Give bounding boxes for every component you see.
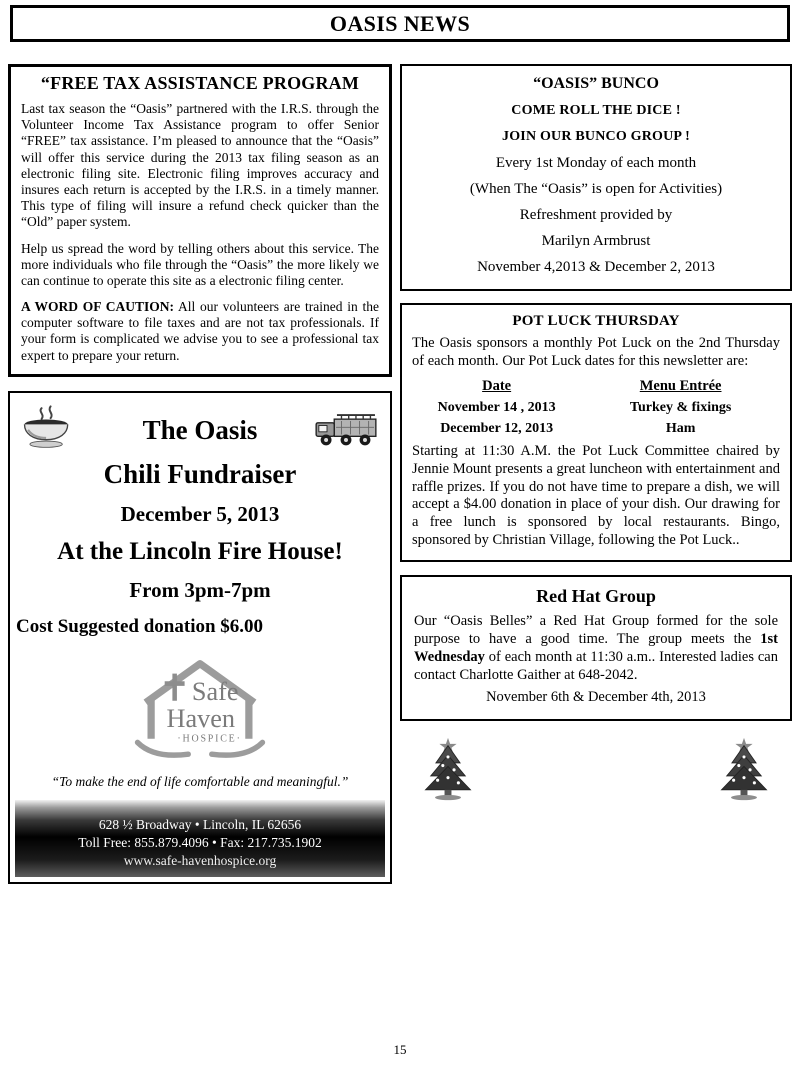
bunco-dates: November 4,2013 & December 2, 2013 xyxy=(477,259,715,275)
pot-luck-menu-cell: Ham xyxy=(665,421,696,437)
chili-title-line1: The Oasis xyxy=(142,415,258,446)
red-hat-body xyxy=(414,612,778,685)
christmas-tree-icon xyxy=(718,737,770,806)
pot-luck-date-cell: December 12, 2013 xyxy=(440,421,554,437)
red-hat-title: Red Hat Group xyxy=(536,585,656,606)
right-column xyxy=(400,64,792,806)
pot-luck-title: POT LUCK THURSDAY xyxy=(512,313,680,329)
bunco-schedule: Every 1st Monday of each month xyxy=(495,155,697,171)
bunco-title: “OASIS” BUNCO xyxy=(533,75,659,92)
tax-article-paragraph-2: Help us spread the word by telling others about this service. The more individuals who file through the “Oasis” the more likely we can continue to operate this site as a electronic filing center. xyxy=(21,240,379,288)
chili-flyer-header xyxy=(10,407,390,455)
red-hat-group-article xyxy=(400,575,792,722)
pot-luck-article xyxy=(400,303,792,562)
pot-luck-col-date xyxy=(412,378,581,395)
logo-word-safe: Safe xyxy=(191,676,239,706)
red-hat-dates: November 6th & December 4th, 2013 xyxy=(486,689,706,705)
caution-text: All our volunteers are trained in the computer software to file taxes and are not tax professionals. If your form is complicated we advise you to see a professional tax expert to prepare your return. xyxy=(21,299,379,363)
logo-word-haven: Haven xyxy=(166,703,236,733)
pot-luck-col-menu-label: Menu Entrée xyxy=(639,378,722,395)
pot-luck-table xyxy=(412,378,780,437)
masthead xyxy=(10,5,790,42)
hospice-tagline: “To make the end of life comfortable and meaningful.” xyxy=(51,773,349,789)
page-number: 15 xyxy=(393,1042,407,1057)
table-row xyxy=(412,421,780,437)
chili-event-time: From 3pm-7pm xyxy=(129,577,271,602)
pot-luck-col-date-label: Date xyxy=(482,378,512,395)
page-title: OASIS NEWS xyxy=(329,10,471,36)
christmas-tree-icon xyxy=(422,737,474,806)
red-hat-body-pre: Our “Oasis Belles” a Red Hat Group formed for the sole purpose to have a good time. The group meets the xyxy=(414,612,778,647)
table-row xyxy=(412,400,780,416)
hospice-address-bar xyxy=(15,800,385,878)
hospice-address: 628 ½ Broadway • Lincoln, IL 62656 xyxy=(98,816,302,832)
chili-title-line2: Chili Fundraiser xyxy=(103,458,297,489)
red-hat-body-post: of each month at 11:30 a.m.. Interested ladies can contact Charlotte Gaither at 648-2042. xyxy=(414,648,778,683)
decorative-trees-row xyxy=(400,721,792,806)
bunco-line-join-group: JOIN OUR BUNCO GROUP ! xyxy=(502,129,690,144)
chili-event-date: December 5, 2013 xyxy=(120,501,280,526)
chili-fundraiser-flyer xyxy=(8,391,392,885)
pot-luck-col-menu xyxy=(581,378,780,395)
bunco-refreshment-provider: Marilyn Armbrust xyxy=(541,233,651,249)
caution-label: A WORD OF CAUTION: xyxy=(21,299,175,315)
tax-article-caution-paragraph xyxy=(21,299,379,364)
bunco-announcement xyxy=(400,64,792,291)
hospice-website: www.safe-havenhospice.org xyxy=(123,853,277,869)
bunco-refreshment-label: Refreshment provided by xyxy=(519,207,673,223)
bunco-line-roll-dice: COME ROLL THE DICE ! xyxy=(511,103,681,118)
pot-luck-date-cell: November 14 , 2013 xyxy=(437,400,556,416)
pot-luck-menu-cell: Turkey & fixings xyxy=(629,400,732,416)
pot-luck-body: Starting at 11:30 A.M. the Pot Luck Committee chaired by Jennie Mount presents a great luncheon with entertainment and raffle prizes. If you do not have time to prepare a dish, we will accept a $4.00 donation in place of your dish. Our drawing for a free lunch is sponsored by local restaurants. Bingo, sponsored by Christian Village, following the Pot Luck.. xyxy=(412,443,780,548)
tax-article-paragraph-1: Last tax season the “Oasis” partnered with the I.R.S. through the Volunteer Income Tax Assistance program to offer Senior “FREE” tax assistance. I’m pleased to announce that the “Oasis” will offer this service during the 2013 tax filing season as an electronic filing site. Electronic filing improves accuracy and insures each return is accepted by the I.R.S. in a timely manner. This type of filing will insure a refund check quicker than the “Old” paper system. xyxy=(21,101,379,230)
tax-assistance-article xyxy=(8,64,392,377)
hospice-phone-fax: Toll Free: 855.879.4096 • Fax: 217.735.1902 xyxy=(78,835,322,851)
red-hat-body-bold: 1st Wednesday xyxy=(414,630,778,665)
tax-article-title: “FREE TAX ASSISTANCE PROGRAM xyxy=(40,73,360,93)
pot-luck-table-header xyxy=(412,378,780,395)
bunco-schedule-note: (When The “Oasis” is open for Activities) xyxy=(469,181,723,197)
fire-truck-icon xyxy=(314,411,378,454)
safe-haven-hospice-logo xyxy=(10,648,390,768)
chili-event-cost: Cost Suggested donation $6.00 xyxy=(16,615,264,637)
soup-bowl-icon xyxy=(20,405,74,456)
chili-event-location: At the Lincoln Fire House! xyxy=(57,537,343,565)
pot-luck-intro: The Oasis sponsors a monthly Pot Luck on the 2nd Thursday of each month. Our Pot Luck dates for this newsletter are: xyxy=(412,335,780,369)
logo-word-hospice: ·HOSPICE· xyxy=(177,733,242,745)
left-column xyxy=(8,64,392,884)
